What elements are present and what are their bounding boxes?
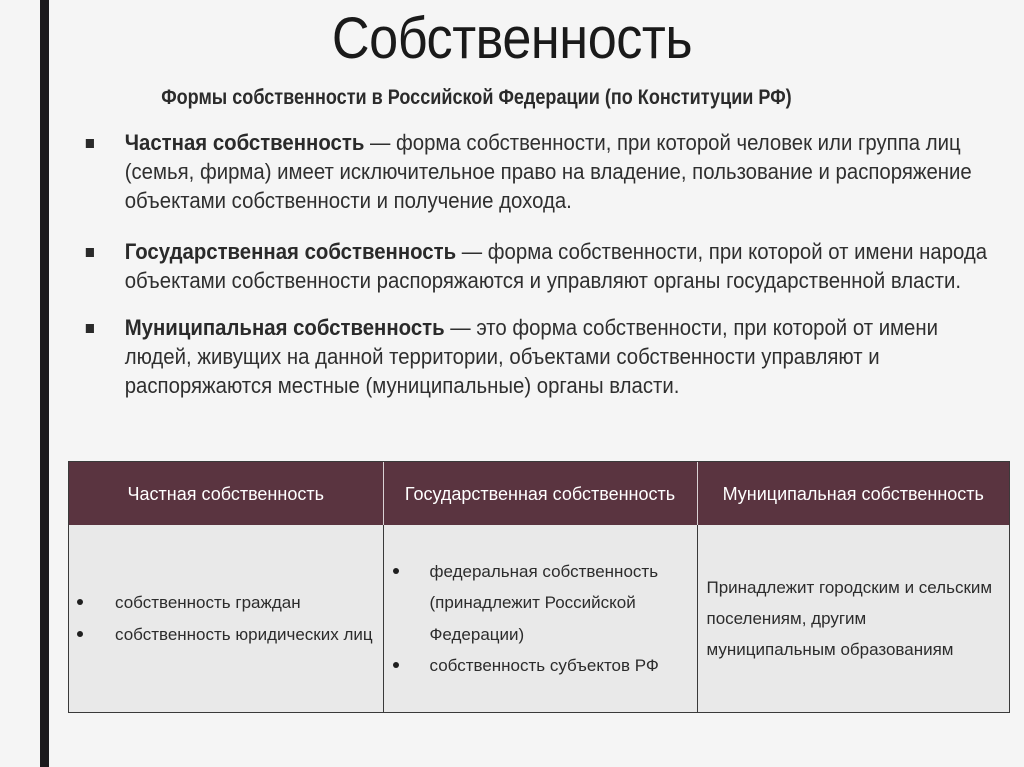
definition-term: Государственная собственность xyxy=(124,239,457,264)
list-item: собственность граждан xyxy=(69,587,383,619)
definition-text: — форма собственности, при которой человек или группа лиц (семья, фирма) имеет исключительное право на владение, пользование и распоряжение объектами собственности и получение дохода. xyxy=(124,130,972,213)
round-bullet-icon xyxy=(393,568,399,574)
definition-text: — это форма собственности, при которой от имени людей, живущих на данной территории, объектами собственности управляют и распоряжаются местные (муниципальные) органы власти. xyxy=(124,315,939,398)
definition-term: Частная собственность xyxy=(124,130,365,155)
round-bullet-icon xyxy=(77,599,83,605)
definition-municipal xyxy=(84,313,989,400)
list-item: собственность субъектов РФ xyxy=(384,650,697,682)
square-bullet-icon xyxy=(86,324,94,333)
table-cell-state xyxy=(383,525,697,712)
left-accent-bar xyxy=(40,0,49,767)
round-bullet-icon xyxy=(77,631,83,637)
page-subtitle: Формы собственности в Российской Федерации (по Конституции РФ) xyxy=(161,86,792,109)
list-item: собственность юридических лиц xyxy=(69,619,383,651)
table-row xyxy=(69,525,1009,712)
round-bullet-icon xyxy=(393,662,399,668)
definition-term: Муниципальная собственность xyxy=(124,315,445,340)
property-forms-table xyxy=(68,461,1010,713)
square-bullet-icon xyxy=(86,139,94,148)
list-item: федеральная собственность (принадлежит Российской Федерации) xyxy=(384,556,697,651)
table-cell-municipal: Принадлежит городским и сельским поселениям, другим муниципальным образованиям xyxy=(697,525,1009,712)
page-title: Собственность xyxy=(331,6,693,71)
table-header-state: Государственная собственность xyxy=(383,462,697,525)
table-cell-private xyxy=(69,525,383,712)
definition-text: — форма собственности, при которой от имени народа объектами собственности распоряжаются и управляют органы государственной власти. xyxy=(124,239,988,293)
definitions-list xyxy=(84,128,989,422)
definition-state xyxy=(84,237,989,295)
table-header-row xyxy=(69,462,1009,525)
table-header-private: Частная собственность xyxy=(69,462,383,525)
table-header-municipal: Муниципальная собственность xyxy=(697,462,1009,525)
square-bullet-icon xyxy=(86,248,94,257)
definition-private xyxy=(84,128,989,215)
